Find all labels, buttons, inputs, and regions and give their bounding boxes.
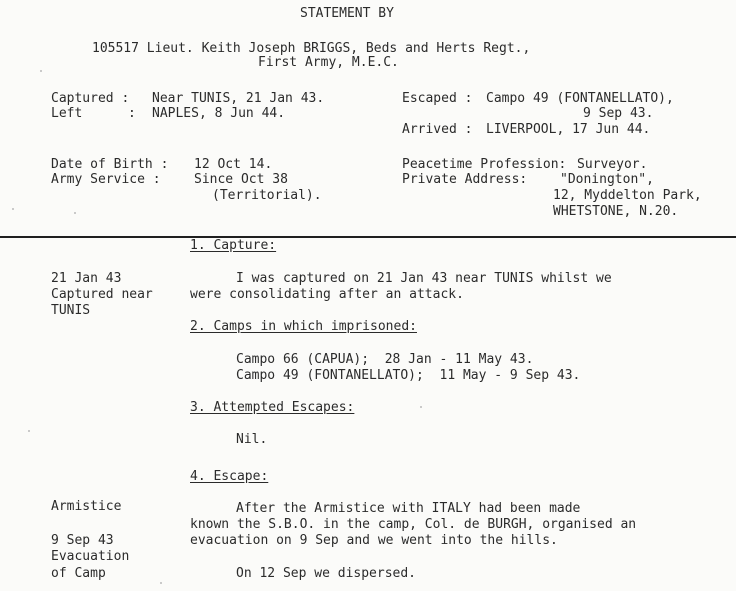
address-line-2: 12, Myddelton Park, [553,188,702,203]
arrived-value: LIVERPOOL, 17 Jun 44. [486,122,651,137]
escape-margin-note-3: Evacuation [51,549,130,564]
address-line-3: WHETSTONE, N.20. [553,204,679,219]
scan-speck [420,406,422,408]
address-label: Private Address: [402,172,528,187]
escaped-value-2: 9 Sep 43. [583,106,654,121]
address-line-1: "Donington", [560,172,654,187]
capture-heading: 1. Capture: [190,238,277,253]
capture-body-line-2: were consolidating after an attack. [190,287,464,302]
capture-margin-note-2: Captured near [51,287,153,302]
attempted-escapes-heading: 3. Attempted Escapes: [190,400,355,415]
left-label: Left [51,106,83,121]
scan-speck [28,430,30,432]
scan-speck [40,70,42,72]
scan-speck [12,208,14,210]
camps-heading: 2. Camps in which imprisoned: [190,319,417,334]
escape-heading: 4. Escape: [190,469,269,484]
left-value: NAPLES, 8 Jun 44. [152,106,286,121]
profession-label: Peacetime Profession: [402,157,567,172]
section-divider [0,236,736,238]
escape-body-line-1: After the Armistice with ITALY had been made [236,501,581,516]
camps-line-2: Campo 49 (FONTANELLATO); 11 May - 9 Sep 43. [236,368,581,383]
army-service-value: Since Oct 38 [194,172,288,187]
capture-body-line-1: I was captured on 21 Jan 43 near TUNIS whilst we [236,271,612,286]
army-service-value-2: (Territorial). [212,188,322,203]
army-service-label: Army Service : [51,172,161,187]
scan-speck [74,212,76,214]
camps-line-1: Campo 66 (CAPUA); 28 Jan - 11 May 43. [236,352,534,367]
dob-label: Date of Birth : [51,157,169,172]
arrived-label: Arrived : [402,122,473,137]
escape-margin-note-1: Armistice [51,499,122,514]
capture-margin-note-3: TUNIS [51,303,91,318]
officer-line: 105517 Lieut. Keith Joseph BRIGGS, Beds and Herts Regt., [92,41,531,56]
profession-value: Surveyor. [577,157,648,172]
document-title: STATEMENT BY [300,6,394,21]
escape-body-line-2: known the S.B.O. in the camp, Col. de BURGH, organised an [190,517,637,532]
escape-body-line-3: evacuation on 9 Sep and we went into the hills. [190,533,558,548]
escape-margin-note-2: 9 Sep 43 [51,533,114,548]
escaped-label: Escaped : [402,91,473,106]
escape-closing-line: On 12 Sep we dispersed. [236,566,417,581]
escape-margin-note-4: of Camp [51,566,106,581]
capture-margin-note-1: 21 Jan 43 [51,271,122,286]
attempted-escapes-body: Nil. [236,432,268,447]
unit-line: First Army, M.E.C. [258,55,399,70]
captured-value: Near TUNIS, 21 Jan 43. [152,91,325,106]
scan-speck [160,582,162,584]
dob-value: 12 Oct 14. [194,157,273,172]
left-separator: : [128,106,136,121]
escaped-value: Campo 49 (FONTANELLATO), [486,91,674,106]
captured-label: Captured : [51,91,130,106]
